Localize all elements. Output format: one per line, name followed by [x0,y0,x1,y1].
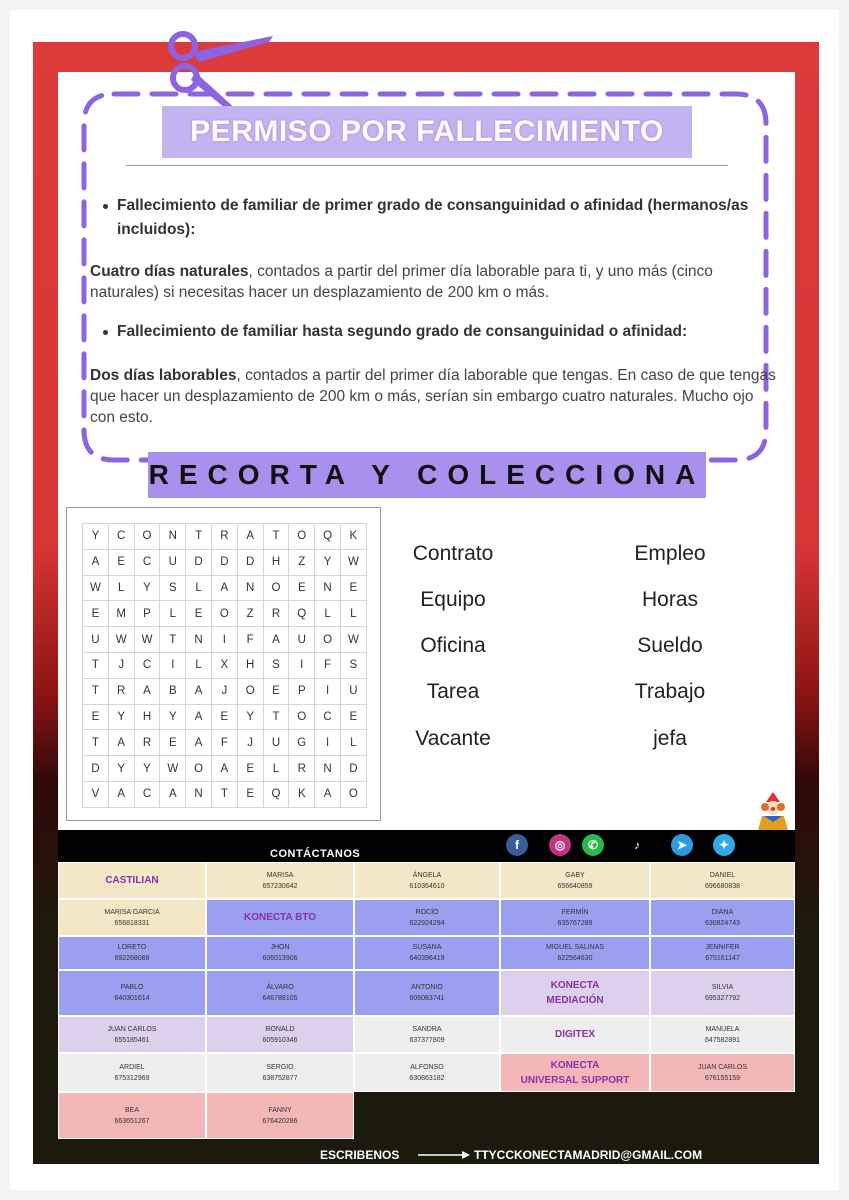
paragraph-second-degree-text: , contados a partir del primer día laborable que tengas. En caso de que tengas que hacer un desplazamiento de 200 km o más, serían sin embargo cuatro naturales. Mucho ojo con esto. [90,367,776,426]
contact-phone[interactable]: 675161147 [705,955,740,962]
wordsearch-cell: W [83,575,109,601]
contact-name: GABY [565,871,585,879]
contact-phone[interactable]: 676420286 [262,1117,298,1125]
contact-group-label: KONECTA BTO [243,912,317,923]
wordsearch-cell: W [108,627,134,653]
instagram-icon[interactable]: ◎ [549,834,571,856]
wordsearch-cell: Y [315,549,341,575]
wordsearch-cell: P [289,678,315,704]
wordsearch-cell: L [108,575,134,601]
word-jefa: jefa [653,727,687,750]
wordsearch-cell: R [134,730,160,756]
word-trabajo: Trabajo [634,680,706,703]
wordsearch-cell: L [186,652,212,678]
contact-phone[interactable]: 606013906 [262,955,298,962]
contact-person-tile [354,1053,500,1092]
wordsearch-row [83,730,367,756]
wordsearch-cell: E [289,575,315,601]
contact-person-tile [650,970,795,1016]
wordsearch-cell: T [83,678,109,704]
contact-name: JENNIFER [705,944,740,951]
wordsearch-cell: U [160,549,186,575]
wordsearch-cell: E [263,678,289,704]
contact-name: BEA [124,1106,139,1114]
wordsearch-cell: O [263,575,289,601]
wordsearch-cell: A [263,627,289,653]
wordsearch-cell: A [160,781,186,807]
contact-group-tile [500,1016,650,1053]
wordsearch-cell: L [263,756,289,782]
contact-person-tile [58,899,206,936]
wordsearch-row [83,627,367,653]
contact-name: MANUELA [705,1025,740,1033]
wordsearch-cell: N [186,627,212,653]
contact-person-tile [206,970,354,1016]
contact-person-tile [650,862,795,899]
footer-label: ESCRIBENOS [320,1148,400,1162]
wordsearch-cell: W [134,627,160,653]
contact-name: DIANA [711,908,734,916]
wordsearch-cell: D [211,549,237,575]
wordsearch-cell: Q [263,781,289,807]
wordsearch-cell: E [237,756,263,782]
wordsearch-cell: Z [289,549,315,575]
word-contrato: Contrato [412,542,494,565]
wordsearch-cell: Q [315,524,341,550]
wordsearch-cell: G [289,730,315,756]
contact-phone[interactable]: 676155159 [704,1074,741,1082]
contact-group-tile [500,1053,650,1092]
wordsearch-cell: Y [134,575,160,601]
contact-phone[interactable]: 637377809 [409,1036,445,1044]
wordsearch-cell: E [108,549,134,575]
wordsearch-cell: O [340,781,366,807]
clown-icon [754,792,792,830]
wordsearch-cell: T [211,781,237,807]
wordsearch-cell: C [134,549,160,575]
wordsearch-cell: N [237,575,263,601]
word-equipo: Equipo [420,588,486,611]
contact-name: JUAN CARLOS [697,1063,747,1071]
wordsearch-box [66,507,381,821]
wordsearch-cell: M [108,601,134,627]
wordsearch-cell: E [211,704,237,730]
wordsearch-cell: Y [108,756,134,782]
wordsearch-cell: E [160,730,186,756]
contact-group-label: KONECTA [550,1059,600,1071]
contact-phone[interactable]: 647582891 [704,1036,741,1044]
wordsearch-cell: F [315,652,341,678]
wordsearch-cell: U [340,678,366,704]
contact-phone[interactable]: 656640859 [557,882,593,890]
wordsearch-cell: Y [160,704,186,730]
word-empleo: Empleo [634,542,706,565]
wordsearch-cell: C [134,652,160,678]
wordsearch-cell: R [289,756,315,782]
twitter-icon[interactable]: ✦ [713,834,735,856]
contact-person-tile [206,1053,354,1092]
contact-person-tile [58,970,206,1016]
contact-name: PABLO [120,984,144,991]
contact-person-tile [354,1016,500,1053]
wordsearch-cell: K [289,781,315,807]
word-oficina: Oficina [420,634,486,657]
footer-email[interactable]: TTYCCKONECTAMADRID@GMAIL.COM [474,1148,703,1162]
title-divider [126,165,728,166]
contact-person-tile [58,1092,206,1139]
wordsearch-cell: I [315,730,341,756]
wordsearch-cell: N [160,524,186,550]
wordsearch-cell: A [315,781,341,807]
wordsearch-cell: N [315,756,341,782]
wordsearch-cell: S [160,575,186,601]
whatsapp-icon[interactable]: ✆ [582,834,604,856]
contact-name: MARISA [266,871,294,879]
wordsearch-cell: O [315,627,341,653]
contact-group-tile [500,970,650,1016]
wordsearch-cell: Y [108,704,134,730]
contact-phone[interactable]: 663651267 [114,1117,150,1125]
arrow-right-icon [418,1151,470,1159]
wordsearch-cell: T [263,524,289,550]
wordsearch-cell: I [211,627,237,653]
contact-person-tile [650,899,795,936]
contact-name: SUSANA [412,944,442,951]
wordsearch-cell: S [340,652,366,678]
contact-person-tile [206,1016,354,1053]
wordsearch-cell: T [160,627,186,653]
wordsearch-cell: T [263,704,289,730]
facebook-icon[interactable]: f [506,834,528,856]
paragraph-first-degree [90,261,780,303]
wordsearch-cell: D [186,549,212,575]
contact-phone[interactable]: 605910346 [262,1036,298,1044]
wordsearch-cell: J [108,652,134,678]
contact-phone[interactable]: 655185461 [114,1036,150,1044]
contact-group-label: KONECTA [550,980,600,991]
contact-person-tile [500,899,650,936]
contact-person-tile [58,1016,206,1053]
wordsearch-cell: J [211,678,237,704]
wordsearch-cell: D [83,756,109,782]
wordsearch-cell: S [263,652,289,678]
contact-person-tile [58,1053,206,1092]
contact-name: FERMÍN [561,908,589,916]
wordsearch-cell: R [211,524,237,550]
wordsearch-cell: Y [83,524,109,550]
word-tarea: Tarea [426,680,480,703]
contact-person-tile [206,936,354,970]
wordsearch-cell: A [186,678,212,704]
contact-phone[interactable]: 606083741 [409,995,445,1002]
wordsearch-cell: A [211,575,237,601]
contact-name: SANDRA [412,1025,442,1033]
wordsearch-cell: T [186,524,212,550]
contact-name: ARDIEL [119,1063,145,1071]
wordsearch-cell: T [83,730,109,756]
wordsearch-grid [82,523,367,808]
wordsearch-cell: U [83,627,109,653]
wordsearch-cell: B [160,678,186,704]
contact-group-tile [206,899,354,936]
wordsearch-row [83,524,367,550]
contact-name: MARISA GARCIA [104,908,160,916]
contact-person-tile [354,899,500,936]
contact-name: ANTONIO [411,984,443,991]
contact-name: ÁLVARO [266,984,294,991]
contact-person-tile [500,862,650,899]
wordsearch-cell: T [83,652,109,678]
wordsearch-row [83,678,367,704]
contact-person-tile [500,936,650,970]
wordsearch-cell: L [315,601,341,627]
wordsearch-cell: E [237,781,263,807]
contact-person-tile [650,1016,795,1053]
recorta-title: RECORTA Y COLECCIONA [148,459,706,490]
contact-name: DANIEL [709,871,736,879]
wordsearch-cell: H [134,704,160,730]
contact-name: SERGIO [266,1063,294,1071]
wordsearch-cell: L [340,601,366,627]
wordsearch-cell: U [289,627,315,653]
contact-phone[interactable]: 675312969 [114,1074,150,1082]
wordsearch-cell: Z [237,601,263,627]
wordsearch-cell: C [108,524,134,550]
recorta-banner [148,452,706,498]
contact-phone[interactable]: 640396419 [409,955,445,962]
wordsearch-cell: L [340,730,366,756]
contact-title: CONTÁCTANOS [270,848,361,860]
wordsearch-cell: O [237,678,263,704]
wordsearch-cell: A [186,730,212,756]
wordsearch-cell: Y [134,756,160,782]
wordsearch-cell: E [340,704,366,730]
wordsearch-cell: U [263,730,289,756]
wordsearch-cell: O [289,704,315,730]
contact-group-label-line2: UNIVERSAL SUPPORT [520,1074,630,1086]
word-sueldo: Sueldo [637,634,703,657]
contact-person-tile [354,936,500,970]
contact-phone[interactable]: 656818331 [114,919,150,927]
wordsearch-cell: P [134,601,160,627]
wordsearch-cell: A [108,781,134,807]
wordsearch-cell: O [134,524,160,550]
contact-phone[interactable]: 610364610 [409,882,445,890]
wordsearch-cell: A [83,549,109,575]
wordsearch-cell: N [315,575,341,601]
paragraph-first-degree-text: , contados a partir del primer día laborable para ti, y uno más (cinco naturales) si necesitas hacer un desplazamiento de 200 km o más. [90,263,713,301]
wordsearch-cell: C [134,781,160,807]
contact-group-label: DIGITEX [554,1029,595,1040]
contact-person-tile [354,862,500,899]
bullet-first-degree: Fallecimiento de familiar de primer grado de consanguinidad o afinidad (hermanos/as incluidos): [117,194,777,242]
wordsearch-cell: H [263,549,289,575]
wordsearch-cell: R [263,601,289,627]
wordsearch-cell: V [83,781,109,807]
wordsearch-cell: W [340,627,366,653]
contact-name: ALFONSO [410,1063,444,1071]
contact-person-tile [206,862,354,899]
wordsearch-row [83,549,367,575]
contact-phone[interactable]: 635767289 [557,919,593,927]
wordsearch-cell: W [340,549,366,575]
contact-person-tile [650,936,795,970]
wordsearch-cell: J [237,730,263,756]
wordsearch-row [83,575,367,601]
wordsearch-cell: F [211,730,237,756]
contact-name: RONALD [265,1025,295,1033]
wordsearch-cell: E [83,704,109,730]
contact-phone[interactable]: 622564630 [557,955,593,962]
wordsearch-cell: E [340,575,366,601]
contact-name: ÁNGELA [412,871,442,879]
contact-phone[interactable]: 696680838 [704,882,741,890]
contact-name: SILVIA [711,984,734,991]
contact-person-tile [206,1092,354,1139]
contact-phone[interactable]: 695327792 [704,995,741,1002]
word-vacante: Vacante [415,727,491,750]
telegram-icon[interactable]: ➤ [671,834,693,856]
contact-group-label: CASTILIAN [105,875,159,886]
wordsearch-cell: O [186,756,212,782]
contact-phone[interactable]: 630863182 [409,1074,445,1082]
contact-phone[interactable]: 646788105 [262,995,298,1002]
tiktok-icon[interactable]: ♪ [626,834,648,856]
wordsearch-cell: E [83,601,109,627]
wordsearch-row [83,704,367,730]
wordsearch-cell: A [134,678,160,704]
wordsearch-cell: L [186,575,212,601]
contact-phone[interactable]: 692268088 [114,955,150,962]
wordsearch-row [83,601,367,627]
wordsearch-cell: I [160,652,186,678]
contact-phone[interactable]: 630824743 [704,919,741,927]
wordsearch-cell: W [160,756,186,782]
contact-phone[interactable]: 640301614 [114,995,150,1002]
wordsearch-cell: K [340,524,366,550]
word-horas: Horas [641,588,699,611]
wordsearch-row [83,652,367,678]
wordsearch-cell: O [289,524,315,550]
wordsearch-cell: C [315,704,341,730]
contact-group-label-line2: MEDIACIÓN [546,995,604,1006]
wordsearch-row [83,756,367,782]
contact-phone[interactable]: 638752877 [262,1074,298,1082]
wordsearch-row [83,781,367,807]
contact-name: FANNY [268,1106,292,1114]
contact-phone[interactable]: 657230642 [262,882,298,890]
contact-person-tile [650,1053,795,1092]
contact-phone[interactable]: 622924294 [409,919,445,927]
contact-name: LORETO [117,944,147,951]
contact-name: MIGUEL SALINAS [545,944,605,951]
wordsearch-cell: A [211,756,237,782]
wordsearch-cell: L [160,601,186,627]
wordsearch-cell: I [289,652,315,678]
paragraph-second-degree [90,365,780,428]
wordsearch-cell: A [108,730,134,756]
wordsearch-cell: Y [237,704,263,730]
contact-name: ROCÍO [415,908,439,916]
wordsearch-cell: A [237,524,263,550]
wordsearch-cell: Q [289,601,315,627]
wordsearch-cell: H [237,652,263,678]
wordsearch-cell: O [211,601,237,627]
wordsearch-cell: X [211,652,237,678]
wordsearch-cell: E [186,601,212,627]
wordsearch-cell: D [237,549,263,575]
title-banner [162,106,692,158]
wordsearch-cell: N [186,781,212,807]
wordsearch-cell: A [186,704,212,730]
wordsearch-cell: R [108,678,134,704]
contact-person-tile [58,936,206,970]
paragraph-first-degree-bold: Cuatro días naturales [90,263,249,280]
contact-person-tile [354,970,500,1016]
contact-name: JUAN CARLOS [107,1025,157,1033]
bullet-second-degree: Fallecimiento de familiar hasta segundo grado de consanguinidad o afinidad: [117,320,777,344]
wordsearch-cell: F [237,627,263,653]
contact-group-tile [58,862,206,899]
paragraph-second-degree-bold: Dos días laborables [90,367,237,384]
wordsearch-cell: D [340,756,366,782]
wordsearch-cell: I [315,678,341,704]
page-title: PERMISO POR FALLECIMIENTO [190,115,664,148]
contact-name: JHON [270,944,290,951]
